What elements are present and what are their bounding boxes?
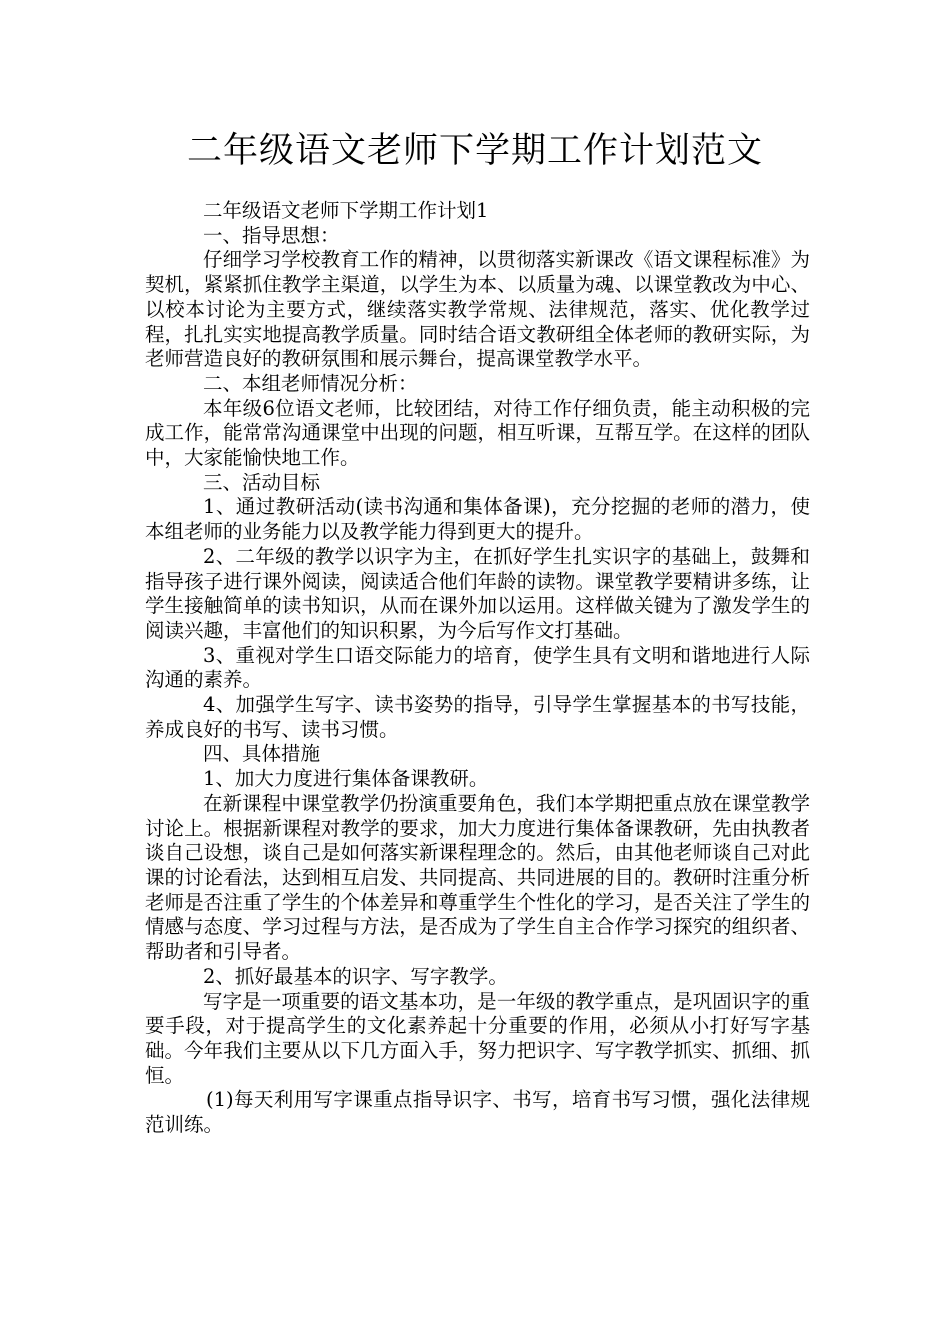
paragraph-measure-1: 在新课程中课堂教学仍扮演重要角色，我们本学期把重点放在课堂教学讨论上。根据新课程对教学的要求，加大力度进行集体备课教研，先由执教者谈自己设想，谈自己是如何落实新课程理念的。然后，由其他老师谈自己对此课的讨论看法，达到相互启发、共同提高、共同进展的目的。教研时注重分析老师是否注重了学生的个体差异和尊重学生个性化的学习，是否关注了学生的情感与态度、学习过程与方法，是否成为了学生自主合作学习探究的组织者、帮助者和引导者。 bbox=[145, 791, 810, 964]
paragraph-measure-2-item-1: (1)每天利用写字课重点指导识字、书写，培育书写习惯，强化法律规范训练。 bbox=[145, 1088, 810, 1137]
paragraph-guiding-ideas: 仔细学习学校教育工作的精神，以贯彻落实新课改《语文课程标准》为契机，紧紧抓住教学主渠道，以学生为本、以质量为魂、以课堂教改为中心、以校本讨论为主要方式，继续落实教学常规、法律规范，落实、优化教学过程，扎扎实实地提高教学质量。同时结合语文教研组全体老师的教研实际，为老师营造良好的教研氛围和展示舞台，提高课堂教学水平。 bbox=[145, 248, 810, 371]
subheading-measure-1: 1、加大力度进行集体备课教研。 bbox=[203, 767, 489, 791]
paragraph-teacher-analysis: 本年级6位语文老师，比较团结，对待工作仔细负责，能主动积极的完成工作，能常常沟通课堂中出现的问题，相互听课，互帮互学。在这样的团队中，大家能愉快地工作。 bbox=[145, 396, 810, 470]
section-heading-guiding-ideas: 一、指导思想： bbox=[203, 223, 340, 247]
paragraph-goal-3: 3、重视对学生口语交际能力的培育，使学生具有文明和谐地进行人际沟通的素养。 bbox=[145, 643, 810, 692]
paragraph-goal-4: 4、加强学生写字、读书姿势的指导，引导学生掌握基本的书写技能，养成良好的书写、读书习惯。 bbox=[145, 693, 810, 741]
document-body bbox=[145, 199, 810, 1138]
section-heading-teacher-analysis: 二、本组老师情况分析： bbox=[203, 371, 418, 395]
paragraph-goal-2: 2、二年级的教学以识字为主，在抓好学生扎实识字的基础上，鼓舞和指导孩子进行课外阅读，阅读适合他们年龄的读物。课堂教学要精讲多练，让学生接触简单的读书知识，从而在课外加以运用。这样做关键为了激发学生的阅读兴趣，丰富他们的知识积累，为今后写作文打基础。 bbox=[145, 544, 810, 642]
section-heading-activity-goals: 三、活动目标 bbox=[203, 470, 321, 494]
subheading-measure-2: 2、抓好最基本的识字、写字教学。 bbox=[203, 964, 508, 988]
section-heading-plan: 二年级语文老师下学期工作计划1 bbox=[203, 199, 489, 222]
section-heading-measures: 四、具体措施 bbox=[203, 742, 321, 766]
paragraph-measure-2: 写字是一项重要的语文基本功，是一年级的教学重点，是巩固识字的重要手段，对于提高学生的文化素养起十分重要的作用，必须从小打好写字基础。今年我们主要从以下几方面入手，努力把识字、写字教学抓实、抓细、抓恒。 bbox=[145, 989, 810, 1087]
document-title: 二年级语文老师下学期工作计划范文 bbox=[186, 131, 763, 171]
paragraph-goal-1: 1、通过教研活动(读书沟通和集体备课)，充分挖掘的老师的潜力，使本组老师的业务能力以及教学能力得到更大的提升。 bbox=[145, 495, 810, 544]
